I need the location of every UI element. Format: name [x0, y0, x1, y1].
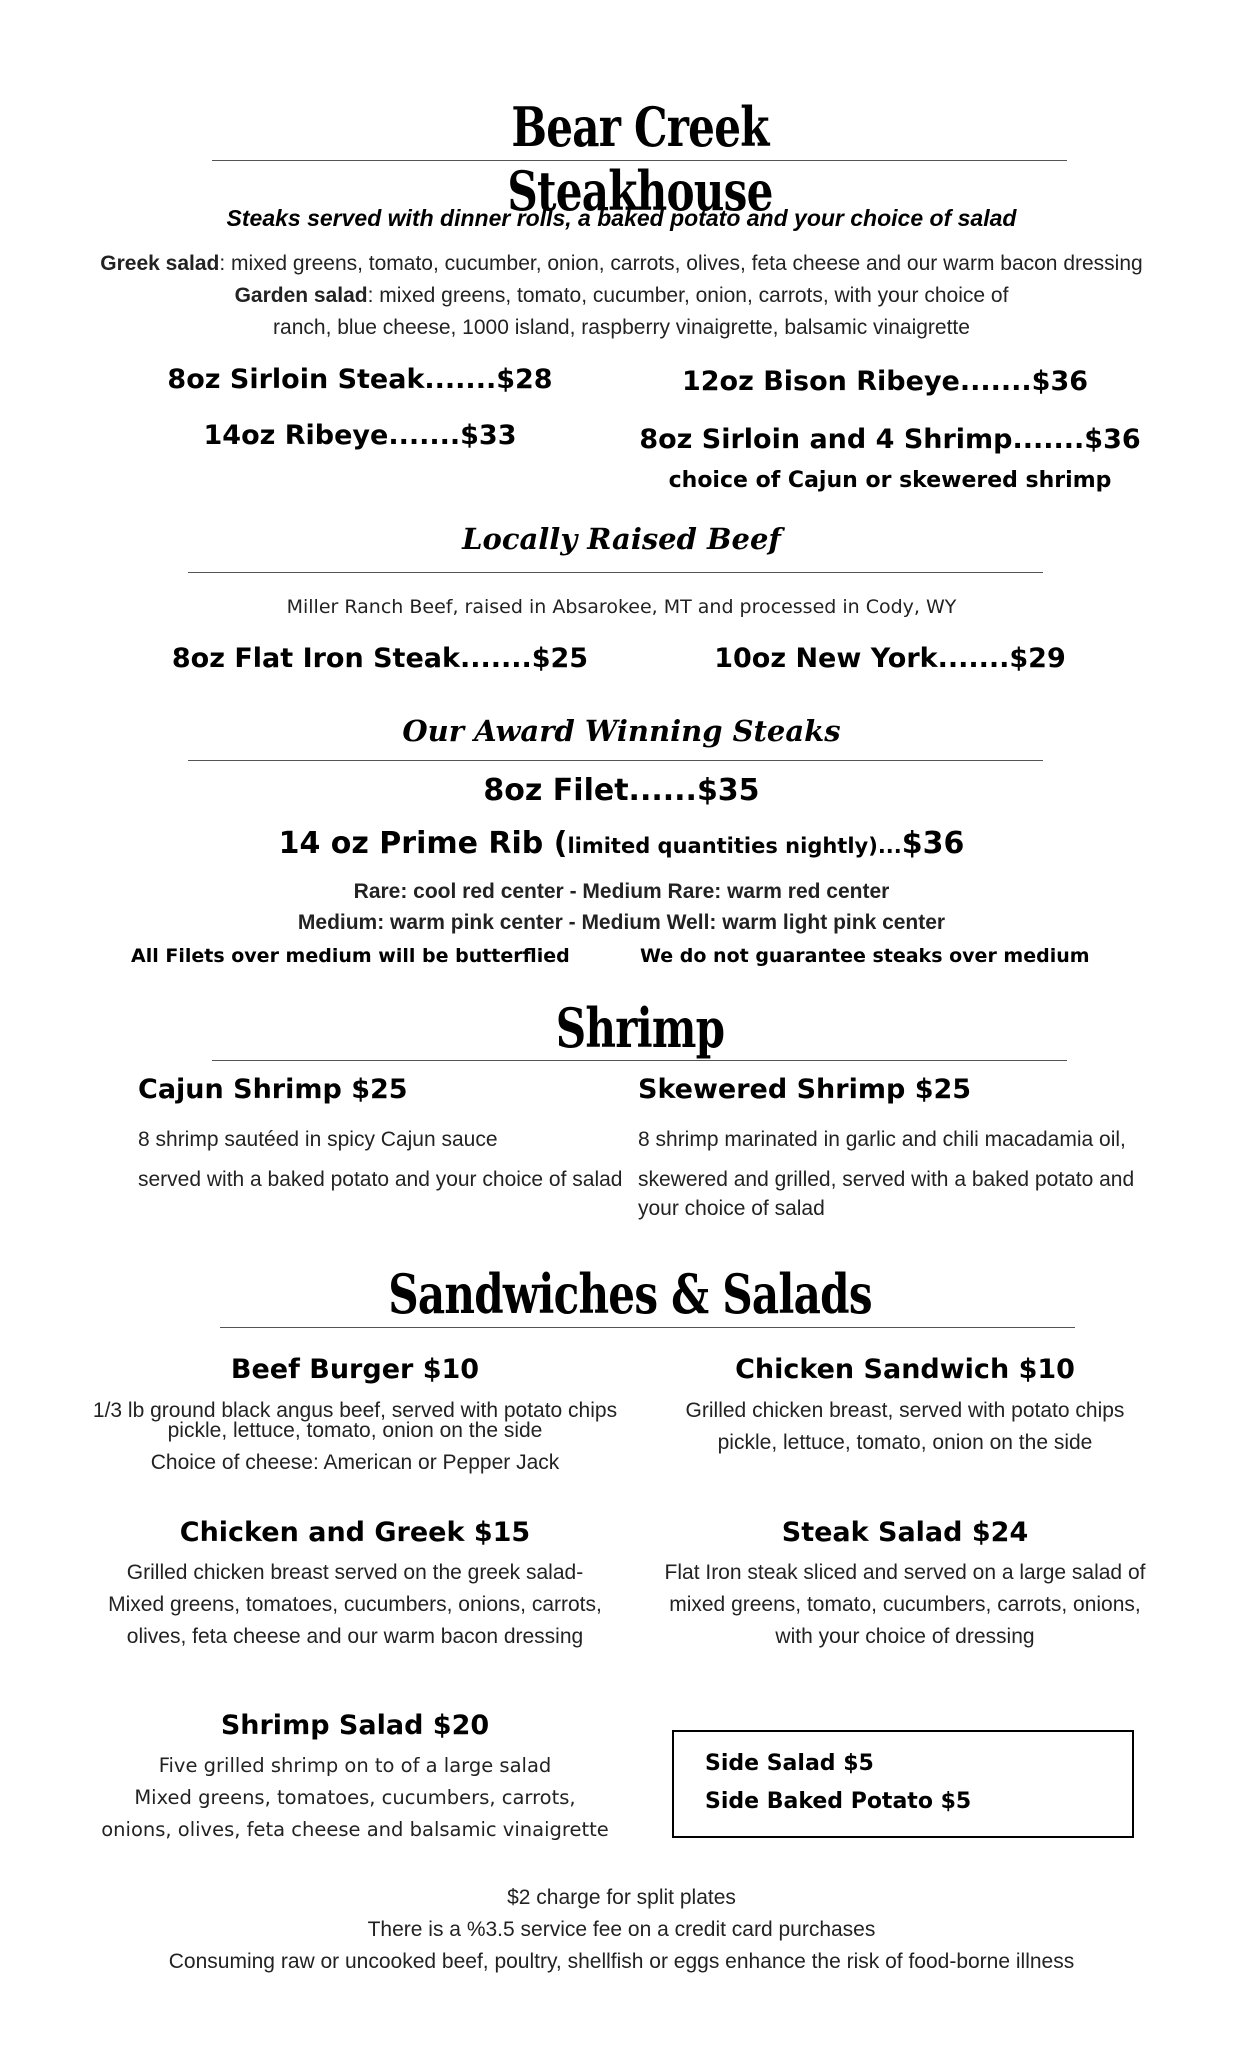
chicken-sandwich-desc-2: pickle, lettuce, tomato, onion on the side [717, 1431, 1093, 1454]
steak-salad-desc-1: Flat Iron steak sliced and served on a large salad of [664, 1561, 1146, 1584]
local-beef-note: Miller Ranch Beef, raised in Absarokee, MT and processed in Cody, WY [286, 596, 957, 618]
award-heading: Our Award Winning Steaks [402, 714, 841, 748]
guarantee-note: We do not guarantee steaks over medium [640, 945, 1090, 967]
menu-item-flat-iron: 8oz Flat Iron Steak.......$25 [171, 643, 589, 674]
page-title: Bear Creek Steakhouse [507, 95, 773, 223]
award-divider [188, 760, 1043, 761]
menu-item-prime-rib [0, 826, 1243, 861]
title-divider [212, 160, 1067, 161]
shrimp-salad-desc-1: Five grilled shrimp on to of a large salad [158, 1754, 552, 1777]
garden-salad-text: : mixed greens, tomato, cucumber, onion, carrots, with your choice of [367, 284, 1009, 307]
cajun-shrimp-desc-1: 8 shrimp sautéed in spicy Cajun sauce [138, 1128, 498, 1151]
menu-item-sirloin: 8oz Sirloin Steak.......$28 [167, 364, 553, 395]
shrimp-salad-desc-2: Mixed greens, tomatoes, cucumbers, carrots, [134, 1786, 576, 1809]
shrimp-choice-note: choice of Cajun or skewered shrimp [668, 468, 1112, 493]
cajun-shrimp-title: Cajun Shrimp $25 [138, 1074, 408, 1105]
footer-health-warning: Consuming raw or uncooked beef, poultry, shellfish or eggs enhance the risk of food-borne illness [168, 1950, 1075, 1973]
menu-item-bison-ribeye: 12oz Bison Ribeye.......$36 [681, 366, 1089, 397]
skewered-shrimp-title: Skewered Shrimp $25 [638, 1074, 972, 1105]
shrimp-divider [212, 1060, 1067, 1061]
sandwiches-divider [220, 1327, 1075, 1328]
chicken-greek-desc-2: Mixed greens, tomatoes, cucumbers, onions, carrots, [108, 1593, 602, 1616]
steak-salad-desc-2: mixed greens, tomato, cucumbers, carrots, onions, [669, 1593, 1141, 1616]
side-salad: Side Salad $5 [705, 1751, 874, 1776]
garden-salad-description [0, 283, 1243, 309]
chicken-sandwich-desc-1: Grilled chicken breast, served with potato chips [685, 1399, 1125, 1422]
menu-item-new-york: 10oz New York.......$29 [714, 643, 1066, 674]
local-divider [188, 572, 1043, 573]
greek-salad-description [0, 251, 1243, 277]
shrimp-salad-title: Shrimp Salad $20 [220, 1710, 490, 1741]
footer-service-fee: There is a %3.5 service fee on a credit card purchases [367, 1918, 876, 1941]
steak-salad-title: Steak Salad $24 [781, 1517, 1029, 1548]
chicken-greek-desc-1: Grilled chicken breast served on the greek salad- [126, 1561, 584, 1584]
locally-raised-heading: Locally Raised Beef [462, 522, 781, 556]
beef-burger-desc-1: 1/3 lb ground black angus beef, served with potato chips [92, 1399, 618, 1422]
shrimp-heading: Shrimp [555, 996, 725, 1060]
menu-item-sirloin-shrimp: 8oz Sirloin and 4 Shrimp.......$36 [639, 424, 1141, 455]
beef-burger-desc-2: pickle, lettuce, tomato, onion on the side [167, 1419, 543, 1442]
skewered-shrimp-desc-3: your choice of salad [638, 1197, 825, 1220]
prime-rib-price: $36 [901, 826, 965, 861]
skewered-shrimp-desc-2: skewered and grilled, served with a baked potato and [638, 1168, 1135, 1191]
garden-salad-dressings: ranch, blue cheese, 1000 island, raspberry vinaigrette, balsamic vinaigrette [273, 316, 970, 339]
filet-butterfly-note: All Filets over medium will be butterflied [131, 945, 570, 967]
chicken-sandwich-title: Chicken Sandwich $10 [735, 1354, 1075, 1385]
skewered-shrimp-desc-1: 8 shrimp marinated in garlic and chili macadamia oil, [638, 1128, 1126, 1151]
prime-rib-note: limited quantities nightly)... [567, 834, 902, 858]
sides-box [672, 1730, 1134, 1838]
temperature-guide-2: Medium: warm pink center - Medium Well: warm light pink center [297, 911, 946, 934]
beef-burger-desc-3: Choice of cheese: American or Pepper Jack [150, 1451, 560, 1474]
menu-item-ribeye: 14oz Ribeye.......$33 [203, 420, 517, 451]
cajun-shrimp-desc-2: served with a baked potato and your choice of salad [138, 1168, 623, 1191]
steak-salad-desc-3: with your choice of dressing [775, 1625, 1035, 1648]
greek-salad-text: : mixed greens, tomato, cucumber, onion, carrots, olives, feta cheese and our warm bacon dressing [219, 252, 1143, 275]
shrimp-salad-desc-3: onions, olives, feta cheese and balsamic vinaigrette [101, 1818, 609, 1841]
steaks-intro: Steaks served with dinner rolls, a baked potato and your choice of salad [226, 205, 1017, 231]
footer-split-plates: $2 charge for split plates [507, 1886, 736, 1909]
temperature-guide-1: Rare: cool red center - Medium Rare: warm red center [353, 880, 890, 903]
menu-item-filet: 8oz Filet......$35 [483, 773, 760, 808]
prime-rib-name: 14 oz Prime Rib ( [278, 826, 568, 861]
chicken-greek-title: Chicken and Greek $15 [179, 1517, 531, 1548]
garden-salad-label: Garden salad [234, 284, 368, 307]
side-baked-potato: Side Baked Potato $5 [705, 1789, 972, 1814]
beef-burger-title: Beef Burger $10 [230, 1354, 480, 1385]
chicken-greek-desc-3: olives, feta cheese and our warm bacon dressing [126, 1625, 584, 1648]
greek-salad-label: Greek salad [100, 252, 220, 275]
sandwiches-heading: Sandwiches & Salads [388, 1262, 872, 1326]
